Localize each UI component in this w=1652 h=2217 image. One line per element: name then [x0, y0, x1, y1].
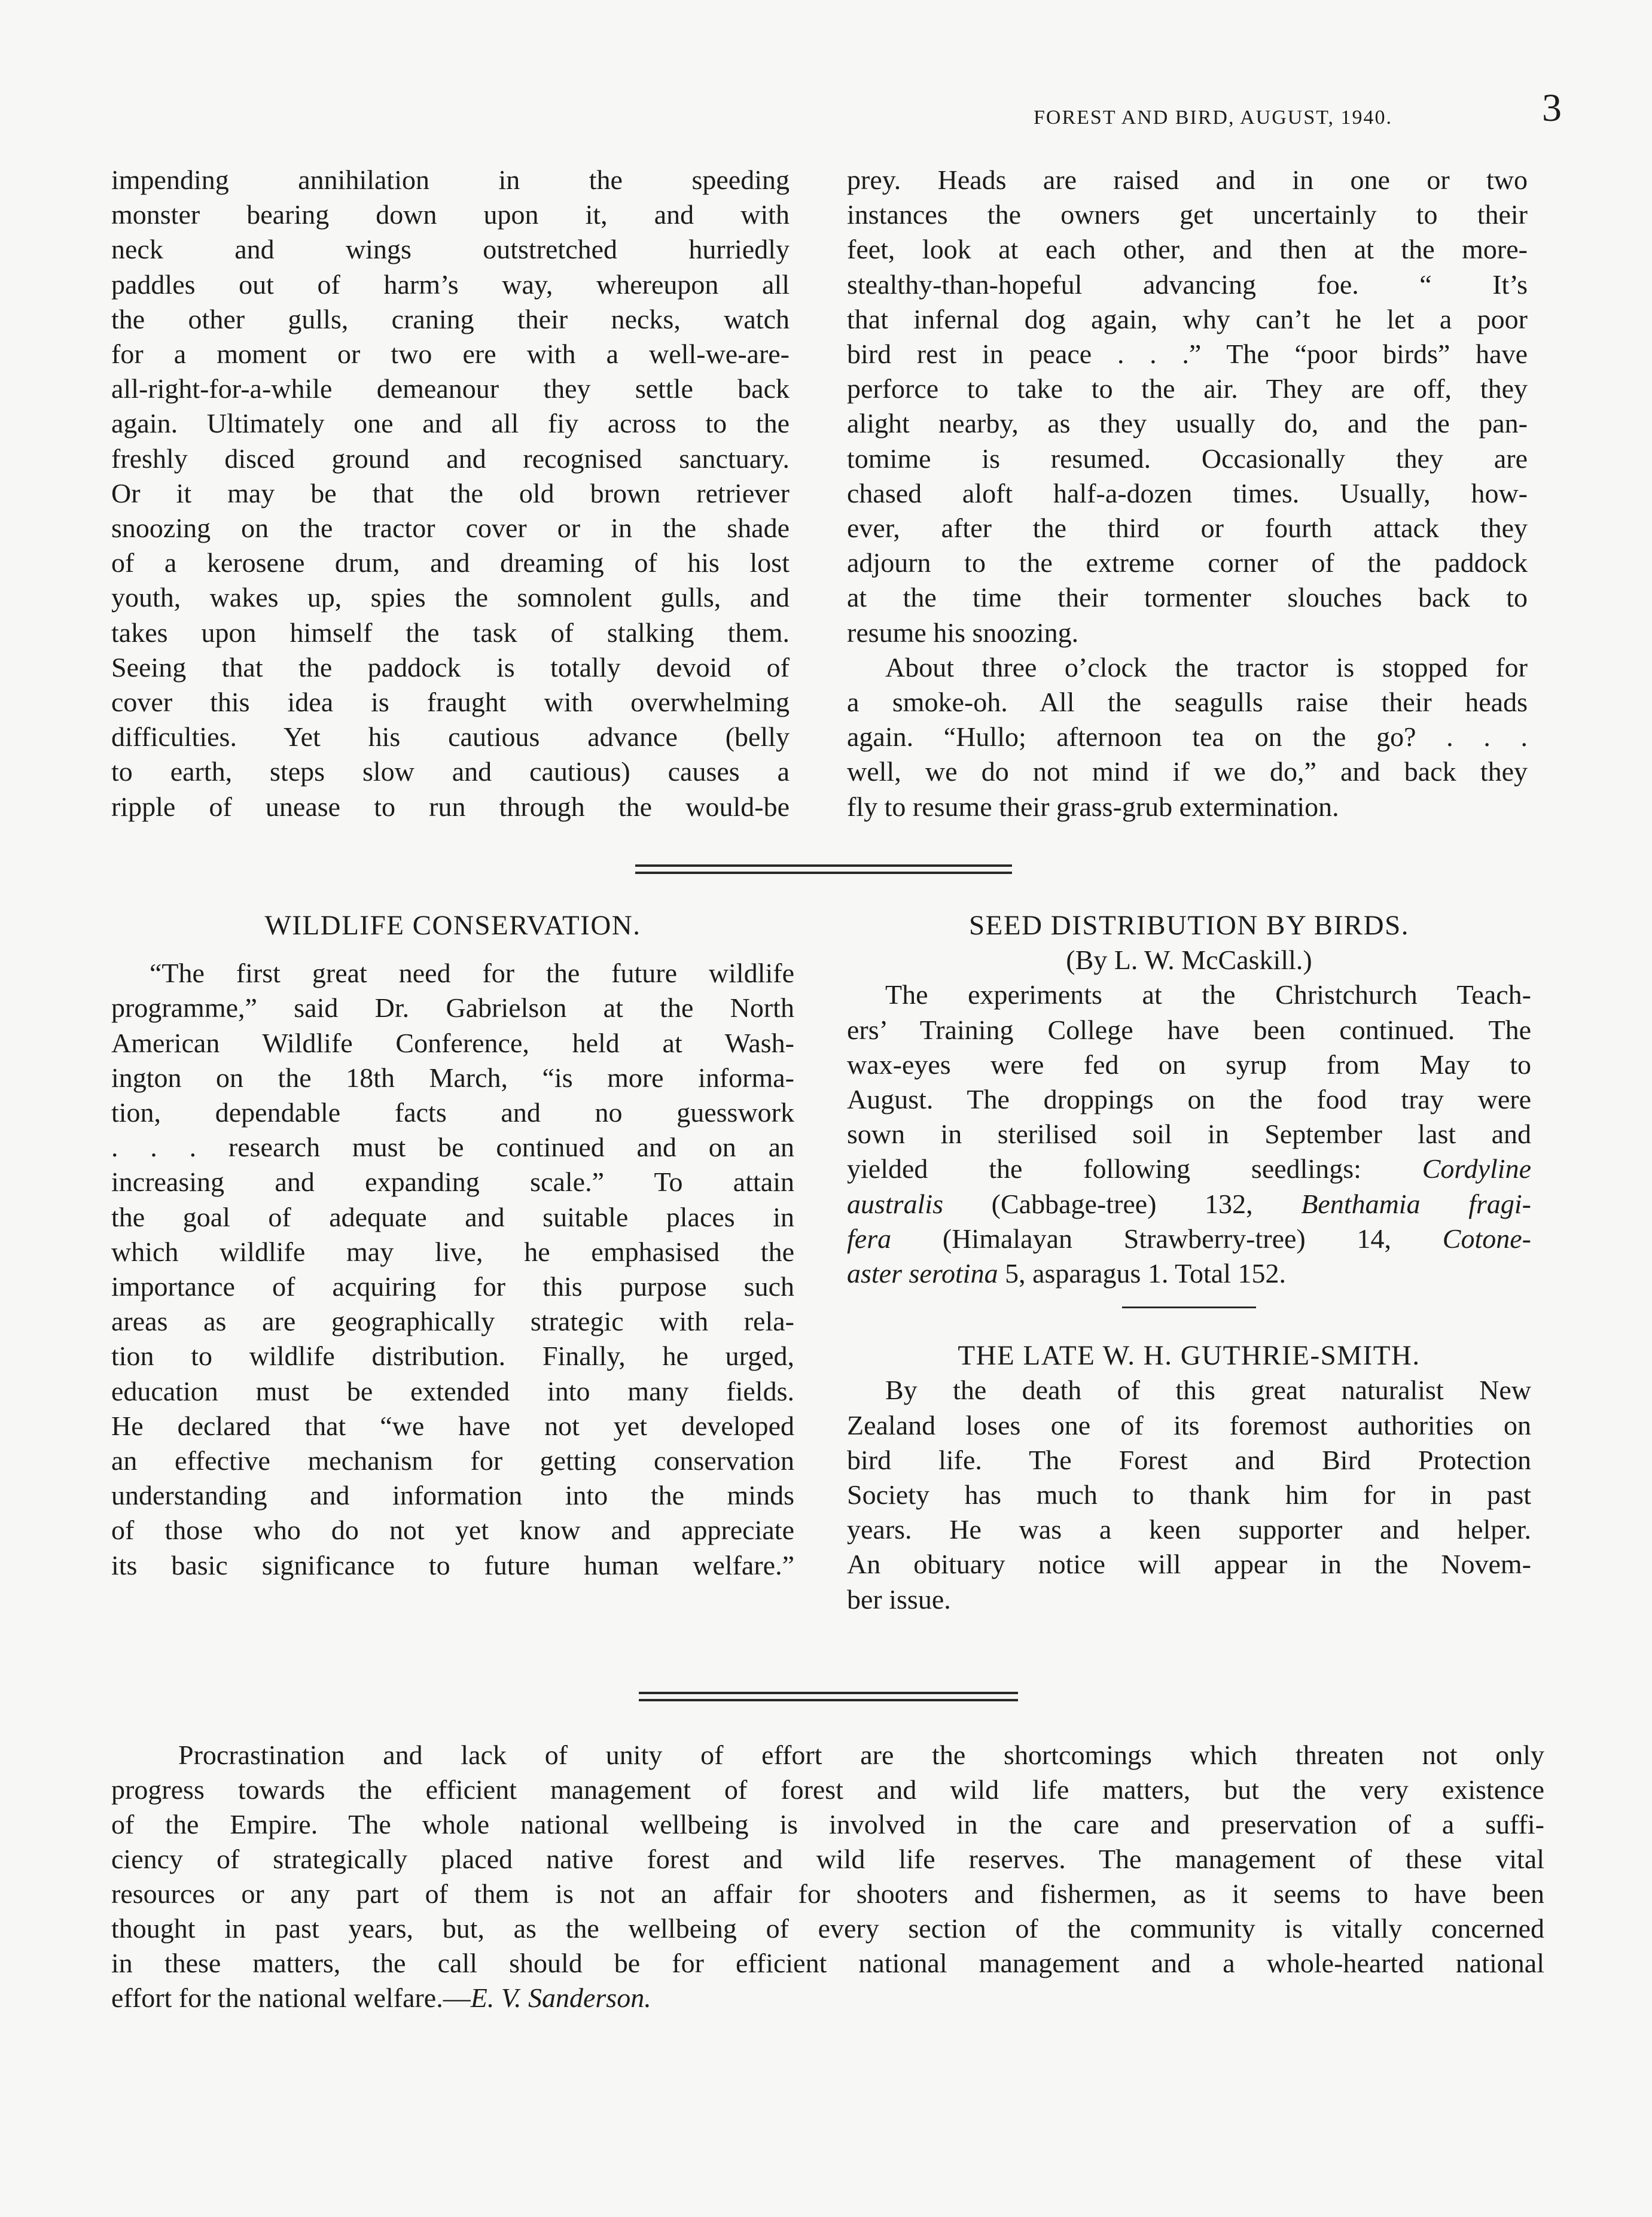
text-line: [847, 1222, 1531, 1256]
article-heading: WILDLIFE CONSERVATION.: [264, 910, 641, 941]
text-line: ber issue.: [847, 1583, 951, 1615]
text-fragment: yielded the following seedlings:: [847, 1153, 1422, 1184]
text-line: at the time their tormenter slouches back to: [847, 582, 1528, 613]
text-line: chased aloft half-a-dozen times. Usually, how-: [847, 477, 1528, 508]
text-line: [111, 1981, 1544, 2015]
text-line: years. He was a keen supporter and helper.: [847, 1514, 1531, 1545]
text-line: tomime is resumed. Occasionally they are: [847, 443, 1528, 474]
text-line: which wildlife may live, he emphasised the: [111, 1236, 794, 1267]
species-name: aster serotina: [847, 1258, 998, 1289]
text-line: The experiments at the Christchurch Teach-: [885, 979, 1531, 1010]
text-line: takes upon himself the task of stalking them.: [111, 617, 790, 648]
text-line: increasing and expanding scale.” To attain: [111, 1167, 794, 1198]
species-name: Cotone-: [1442, 1223, 1531, 1254]
text-line: snoozing on the tractor cover or in the shade: [111, 513, 790, 544]
text-line: ripple of unease to run through the would-be: [111, 791, 790, 822]
text-fragment: 5, asparagus 1. Total 152.: [998, 1258, 1286, 1289]
text-line: again. Ultimately one and all fiy across to the: [111, 408, 790, 439]
text-line: understanding and information into the minds: [111, 1480, 794, 1511]
text-line: youth, wakes up, spies the somnolent gulls, and: [111, 582, 790, 613]
text-line: tion to wildlife distribution. Finally, he urged,: [111, 1341, 794, 1372]
text-line: that infernal dog again, why can’t he let a poor: [847, 303, 1528, 334]
text-line: freshly disced ground and recognised sanctuary.: [111, 443, 790, 474]
text-line: “The first great need for the future wildlife: [150, 958, 794, 989]
text-line: feet, look at each other, and then at the more-: [847, 234, 1528, 265]
text-line: impending annihilation in the speeding: [111, 165, 790, 195]
text-line: Seeing that the paddock is totally devoid of: [111, 651, 790, 683]
gull-article-continuation-right: [847, 163, 1528, 824]
text-line: wax-eyes were fed on syrup from May to: [847, 1049, 1531, 1080]
text-line: About three o’clock the tractor is stopped for: [885, 651, 1528, 683]
article-heading: THE LATE W. H. GUTHRIE-SMITH.: [958, 1340, 1421, 1372]
text-line: progress towards the efficient management of forest and wild life matters, but the very existence: [111, 1774, 1544, 1805]
text-line: ever, after the third or fourth attack they: [847, 513, 1528, 544]
text-line: education must be extended into many fields.: [111, 1375, 794, 1406]
text-line: areas as are geographically strategic with rela-: [111, 1306, 794, 1337]
text-line: ers’ Training College have been continued. The: [847, 1014, 1531, 1045]
text-line: resume his snoozing.: [847, 617, 1079, 648]
text-line: for a moment or two ere with a well-we-are-: [111, 339, 790, 370]
text-line: of a kerosene drum, and dreaming of his lost: [111, 547, 790, 578]
section-divider-double-rule: [639, 1692, 1018, 1701]
article-heading: SEED DISTRIBUTION BY BIRDS.: [969, 910, 1409, 941]
text-line: neck and wings outstretched hurriedly: [111, 234, 790, 265]
text-line: the goal of adequate and suitable places in: [111, 1201, 794, 1232]
text-line: of those who do not yet know and appreciate: [111, 1515, 794, 1546]
text-line: cover this idea is fraught with overwhelming: [111, 687, 790, 718]
page-number: 3: [1542, 86, 1562, 130]
running-header: FOREST AND BIRD, AUGUST, 1940.: [1034, 106, 1392, 129]
gull-article-continuation-left: [111, 163, 790, 824]
text-line: prey. Heads are raised and in one or two: [847, 165, 1528, 195]
text-line: alight nearby, as they usually do, and the pan-: [847, 408, 1528, 439]
text-line: Zealand loses one of its foremost authorities on: [847, 1409, 1531, 1441]
text-line: adjourn to the extreme corner of the paddock: [847, 547, 1528, 578]
text-line: well, we do not mind if we do,” and back they: [847, 756, 1528, 787]
text-line: again. “Hullo; afternoon tea on the go? . . .: [847, 721, 1528, 753]
text-line: instances the owners get uncertainly to their: [847, 199, 1528, 230]
text-line: an effective mechanism for getting conservation: [111, 1445, 794, 1476]
spacer: [111, 943, 794, 956]
wildlife-conservation-article: [111, 908, 794, 1583]
text-line: tion, dependable facts and no guesswork: [111, 1097, 794, 1128]
text-line: [847, 1187, 1531, 1222]
text-line: to earth, steps slow and cautious) causes a: [111, 756, 790, 787]
seed-distribution-article: [847, 908, 1531, 1617]
short-divider-rule: [1122, 1307, 1256, 1308]
species-name: fera: [847, 1223, 892, 1254]
text-line: programme,” said Dr. Gabrielson at the North: [111, 992, 794, 1024]
text-line: American Wildlife Conference, held at Wash-: [111, 1027, 794, 1058]
text-line: the other gulls, craning their necks, watch: [111, 303, 790, 334]
text-line: resources or any part of them is not an affair for shooters and fishermen, as it seems to have been: [111, 1878, 1544, 1909]
text-line: August. The droppings on the food tray were: [847, 1084, 1531, 1115]
text-line: bird life. The Forest and Bird Protection: [847, 1444, 1531, 1475]
text-line: perforce to take to the air. They are off, they: [847, 373, 1528, 404]
text-line: paddles out of harm’s way, whereupon all: [111, 269, 790, 300]
species-name: australis: [847, 1188, 944, 1219]
text-line: difficulties. Yet his cautious advance (belly: [111, 721, 790, 753]
species-name: Benthamia fragi-: [1301, 1188, 1531, 1219]
text-line: ciency of strategically placed native forest and wild life reserves. The management of these vital: [111, 1844, 1544, 1874]
text-line: . . . research must be continued and on an: [111, 1132, 794, 1163]
text-fragment: (Himalayan Strawberry-tree) 14,: [891, 1223, 1443, 1254]
text-fragment: (Cabbage-tree) 132,: [943, 1188, 1302, 1219]
author-signature: E. V. Sanderson.: [470, 1982, 651, 2013]
text-line: fly to resume their grass-grub extermination.: [847, 791, 1339, 822]
text-line: An obituary notice will appear in the Novem-: [847, 1549, 1531, 1580]
text-line: sown in sterilised soil in September last and: [847, 1119, 1531, 1150]
text-line: Procrastination and lack of unity of effort are the shortcomings which threaten not only: [178, 1740, 1544, 1770]
species-name: Cordyline: [1422, 1153, 1531, 1184]
text-line: By the death of this great naturalist New: [885, 1375, 1531, 1406]
text-line: all-right-for-a-while demeanour they settle back: [111, 373, 790, 404]
closing-note: [111, 1738, 1544, 2015]
article-byline: (By L. W. McCaskill.): [1066, 945, 1312, 976]
text-line: He declared that “we have not yet developed: [111, 1410, 794, 1441]
text-line: its basic significance to future human welfare.”: [111, 1549, 794, 1580]
text-line: monster bearing down upon it, and with: [111, 199, 790, 230]
text-line: importance of acquiring for this purpose such: [111, 1271, 794, 1302]
text-line: stealthy-than-hopeful advancing foe. “ It’s: [847, 269, 1528, 300]
text-line: in these matters, the call should be for efficient national management and a whole-hearted national: [111, 1948, 1544, 1978]
text-line: thought in past years, but, as the wellbeing of every section of the community is vitally concerned: [111, 1913, 1544, 1944]
text-line: bird rest in peace . . .” The “poor birds” have: [847, 339, 1528, 370]
text-fragment: effort for the national welfare.—: [111, 1982, 471, 2013]
text-line: Society has much to thank him for in past: [847, 1479, 1531, 1511]
text-line: ington on the 18th March, “is more informa-: [111, 1062, 794, 1093]
text-line: [847, 1256, 1531, 1291]
section-divider-double-rule: [635, 864, 1012, 874]
text-line: [847, 1152, 1531, 1186]
text-line: of the Empire. The whole national wellbeing is involved in the care and preservation of a suffi-: [111, 1809, 1544, 1840]
text-line: a smoke-oh. All the seagulls raise their heads: [847, 687, 1528, 718]
text-line: Or it may be that the old brown retriever: [111, 477, 790, 508]
